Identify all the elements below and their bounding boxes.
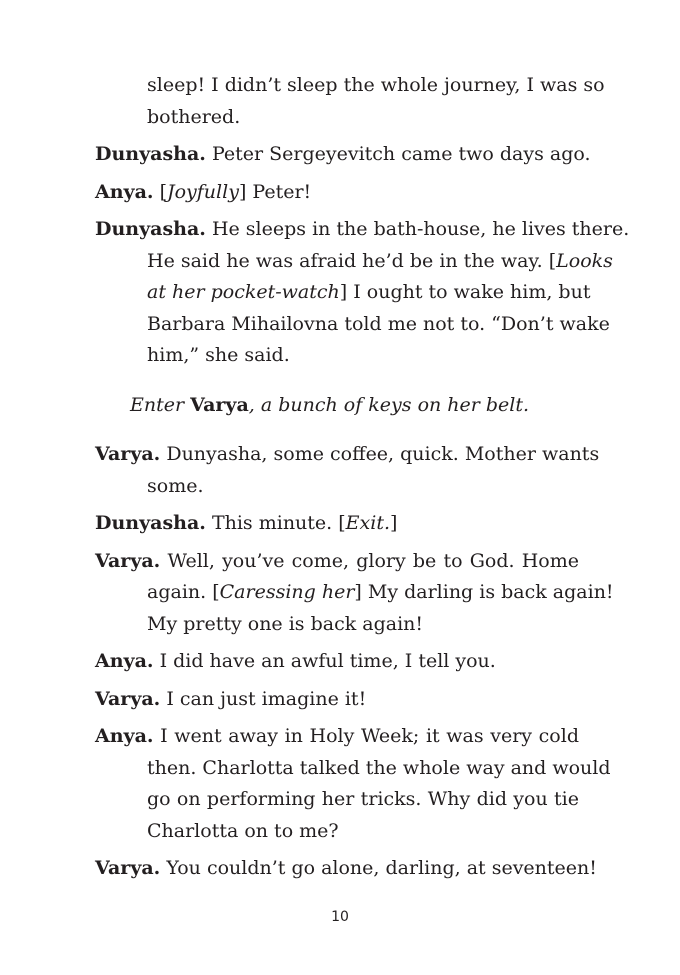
speech-text: ] I ought to wake him, but — [339, 281, 591, 303]
speaker-name: Varya. — [95, 443, 161, 465]
speech-text: Well, you’ve come, glory be to God. Home — [160, 549, 579, 572]
character-name: Varya — [190, 393, 249, 416]
speech-line — [95, 439, 600, 471]
speech-text: ] Peter! — [238, 180, 312, 203]
speech-line — [95, 721, 579, 753]
speaker-name: Dunyasha. — [95, 512, 206, 534]
speech-line: bothered. — [147, 105, 241, 128]
speech-line — [95, 277, 591, 309]
speech-line — [95, 684, 579, 716]
speech-line — [95, 646, 579, 678]
speech-line — [95, 853, 597, 885]
speech-varya-4 — [95, 853, 597, 885]
speech-line — [95, 246, 613, 278]
stage-direction: Exit. — [345, 512, 391, 534]
stage-direction: Caressing her — [219, 581, 355, 603]
speech-text: He said he was afraid he’d be in the way. [ — [147, 249, 557, 272]
page-number: 10 — [331, 909, 349, 925]
speech-anya-1 — [95, 177, 579, 209]
speaker-name: Anya. — [95, 180, 154, 203]
speech-line — [95, 177, 579, 209]
speech-line: him,” she said. — [147, 344, 290, 366]
speaker-name: Anya. — [95, 650, 154, 672]
speech-text: I can just imagine it! — [160, 687, 367, 710]
stage-direction: Looks — [556, 249, 613, 272]
speech-line: go on performing her tricks. Why did you tie — [147, 788, 579, 810]
speech-line: sleep! I didn’t sleep the whole journey, I was so — [147, 74, 605, 96]
speech-varya-2 — [95, 546, 614, 641]
speech-text: Dunyasha, some coffee, quick. Mother wants — [160, 443, 600, 465]
speech-line — [95, 214, 630, 246]
speech-anya-3 — [95, 721, 611, 847]
speech-text: You couldn’t go alone, darling, at seventeen! — [160, 857, 597, 879]
speech-line: Barbara Mihailovna told me not to. “Don’t wake — [147, 312, 610, 335]
speech-text: again. [ — [147, 581, 220, 603]
speech-line: then. Charlotta talked the whole way and would — [147, 756, 611, 779]
speech-dunyasha-2 — [95, 214, 630, 372]
speech-line — [95, 508, 579, 540]
speech-continuation — [95, 70, 605, 133]
speech-anya-2 — [95, 646, 579, 678]
stage-rest: , a bunch of keys on her belt. — [248, 393, 530, 416]
speaker-name: Dunyasha. — [95, 218, 206, 240]
speaker-name: Dunyasha. — [95, 143, 206, 165]
speaker-name: Varya. — [95, 549, 161, 572]
speaker-name: Anya. — [95, 725, 154, 747]
stage-enter: Enter — [130, 393, 191, 416]
speech-text: ] — [390, 512, 398, 534]
speech-text: I went away in Holy Week; it was very cold — [153, 725, 579, 747]
speech-text: I did have an awful time, I tell you. — [153, 650, 496, 672]
speech-line: My pretty one is back again! — [147, 612, 424, 635]
speech-text: This minute. [ — [205, 512, 346, 534]
stage-direction: Joyfully — [166, 180, 239, 203]
speech-line: some. — [147, 474, 204, 497]
speech-text: [ — [153, 180, 167, 203]
speech-line — [95, 577, 614, 609]
speech-line: Charlotta on to me? — [147, 819, 339, 842]
speech-line — [95, 546, 579, 578]
speech-dunyasha-1 — [95, 139, 591, 171]
speech-dunyasha-3 — [95, 508, 579, 540]
stage-direction-entrance — [95, 390, 579, 422]
speech-text: Peter Sergeyevitch came two days ago. — [205, 143, 591, 165]
speech-varya-1 — [95, 439, 600, 502]
speech-text: He sleeps in the bath-house, he lives there. — [205, 218, 630, 240]
play-text — [95, 70, 630, 885]
speech-varya-3 — [95, 684, 579, 716]
speech-text: ] My darling is back again! — [354, 581, 614, 603]
stage-direction: at her pocket-watch — [147, 281, 340, 303]
speech-line — [95, 139, 591, 171]
speaker-name: Varya. — [95, 857, 161, 879]
speaker-name: Varya. — [95, 687, 161, 710]
